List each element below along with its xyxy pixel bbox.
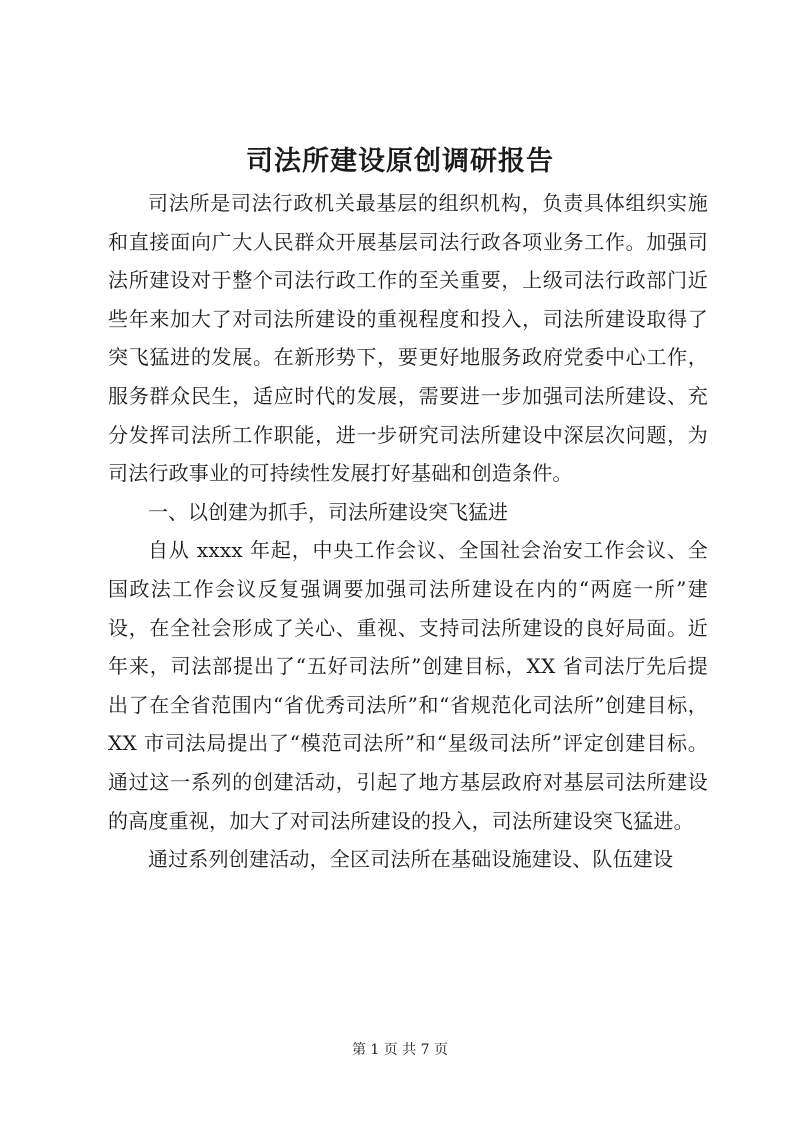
document-body — [108, 184, 708, 879]
paragraph-continued: 通过系列创建活动，全区司法所在基础设施建设、队伍建设 — [148, 847, 674, 872]
section-heading-1: 一、以创建为抓手，司法所建设突飞猛进 — [148, 499, 508, 524]
page-title: 司法所建设原创调研报告 — [246, 146, 554, 177]
page-footer: 第 1 页 共 7 页 — [351, 1042, 449, 1058]
paragraph-section-1: 自从 xxxx 年起，中央工作会议、全国社会治安工作会议、全国政法工作会议反复强调要加强司法所建设在内的“两庭一所”建设，在全社会形成了关心、重视、支持司法所建设的良好局面。近年来，司法部提出了“五好司法所”创建目标，XX 省司法厅先后提出了在全省范围内“省优秀司法所”和“省规范化司法所”创建目标，XX 市司法局提出了“模范司法所”和“星级司法所”评定创建目标。通过这一系列的创建活动，引起了地方基层政府对基层司法所建设的高度重视，加大了对司法所建设的投入，司法所建设突飞猛进。 — [108, 538, 708, 833]
paragraph-intro: 司法所是司法行政机关最基层的组织机构，负责具体组织实施和直接面向广大人民群众开展基层司法行政各项业务工作。加强司法所建设对于整个司法行政工作的至关重要，上级司法行政部门近些年来加大了对司法所建设的重视程度和投入，司法所建设取得了突飞猛进的发展。在新形势下，要更好地服务政府党委中心工作，服务群众民生，适应时代的发展，需要进一步加强司法所建设、充分发挥司法所工作职能，进一步研究司法所建设中深层次问题，为司法行政事业的可持续性发展打好基础和创造条件。 — [108, 191, 708, 486]
